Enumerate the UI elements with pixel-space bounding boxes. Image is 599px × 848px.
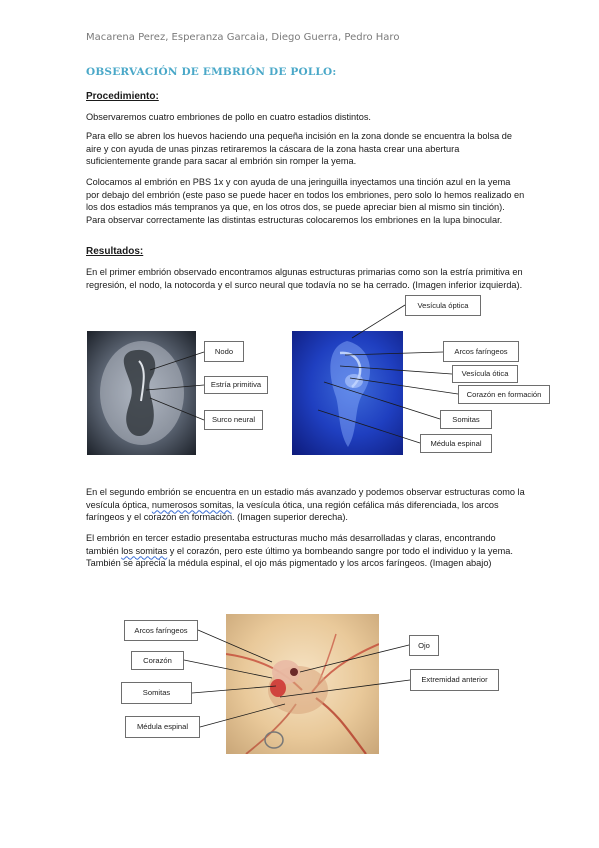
label-nodo: Nodo bbox=[204, 341, 244, 362]
spell-underline-numerosos-somitas: numerosos somitas bbox=[151, 499, 232, 510]
embryo-stage-3-drawing bbox=[226, 614, 379, 754]
embryo-image-stage-3 bbox=[226, 614, 379, 754]
spell-underline-los-somitas: los somitas bbox=[121, 545, 168, 556]
label-vesicula-otica: Vesícula ótica bbox=[452, 365, 518, 383]
label-medula-espinal-2: Médula espinal bbox=[420, 434, 492, 453]
embryo-stage-1-drawing bbox=[87, 331, 196, 455]
label-arcos-faringeos-3: Arcos faríngeos bbox=[124, 620, 198, 641]
label-ojo: Ojo bbox=[409, 635, 439, 656]
label-vesicula-optica: Vesícula óptica bbox=[405, 295, 481, 316]
label-somitas-2: Somitas bbox=[440, 410, 492, 429]
procedimiento-paragraph-3: Colocamos al embrión en PBS 1x y con ayuda de una jeringuilla inyectamos una tinción azul en la yema por debajo del embrión (este paso se puede hacer en todos los embriones, pero solo lo hemos realizado en los dos estadios más tempranos ya que, en los otros dos, se puede apreciar bien al mismo sin tinción). Para observar correctamente las distintas estructuras colocaremos los embriones en la lupa binocular. bbox=[86, 177, 525, 225]
procedimiento-paragraph-2: Para ello se abren los huevos haciendo una pequeña incisión en la zona donde se encuentra la bolsa de aire y con ayuda de unas pinzas retiraremos la cáscara de la zona hasta crear una abertura suficientemente grande para sacar al embrión sin romper la yema. bbox=[86, 131, 512, 167]
document-title: OBSERVACIÓN DE EMBRIÓN DE POLLO: bbox=[86, 66, 337, 78]
embryo-image-stage-1 bbox=[87, 331, 196, 455]
label-corazon: Corazón bbox=[131, 651, 184, 670]
embryo-image-stage-2 bbox=[292, 331, 403, 455]
label-medula-espinal-3: Médula espinal bbox=[125, 716, 200, 738]
resultados-heading: Resultados: bbox=[86, 246, 144, 257]
label-surco-neural: Surco neural bbox=[204, 410, 263, 430]
embryo-stage-2-drawing bbox=[292, 331, 403, 455]
label-arcos-faringeos-2: Arcos faríngeos bbox=[443, 341, 519, 362]
label-somitas-3: Somitas bbox=[121, 682, 192, 704]
procedimiento-paragraph-1: Observaremos cuatro embriones de pollo en cuatro estadios distintos. bbox=[86, 112, 371, 122]
resultados-paragraph-2: En el segundo embrión se encuentra en un estadio más avanzado y podemos observar estructuras como la vesícula óptica, numerosos somitas, la vesícula ótica, una región cefálica más diferenciada, los arcos faríngeos y el corazón en formación. (Imagen superior derecha). bbox=[86, 487, 525, 523]
label-estria-primitiva: Estría primitiva bbox=[204, 376, 268, 394]
document-authors: Macarena Perez, Esperanza Garcaia, Diego Guerra, Pedro Haro bbox=[86, 32, 400, 43]
label-extremidad-anterior: Extremidad anterior bbox=[410, 669, 499, 691]
resultados-paragraph-1: En el primer embrión observado encontramos algunas estructuras primarias como son la estría primitiva en regresión, el nodo, la notocorda y el surco neural que todavía no se ha cerrado. (Imagen inferior izquierda). bbox=[86, 267, 523, 290]
label-corazon-en-formacion: Corazón en formación bbox=[458, 385, 550, 404]
resultados-paragraph-3: El embrión en tercer estadio presentaba estructuras mucho más desarrolladas y claras, encontrando también los somitas y el corazón, pero este último ya bombeando sangre por todo el individuo y la yema. También se aprecia la médula espinal, el ojo más pigmentado y los arcos faríngeos. (Imagen abajo) bbox=[86, 533, 513, 569]
procedimiento-heading: Procedimiento: bbox=[86, 91, 159, 102]
